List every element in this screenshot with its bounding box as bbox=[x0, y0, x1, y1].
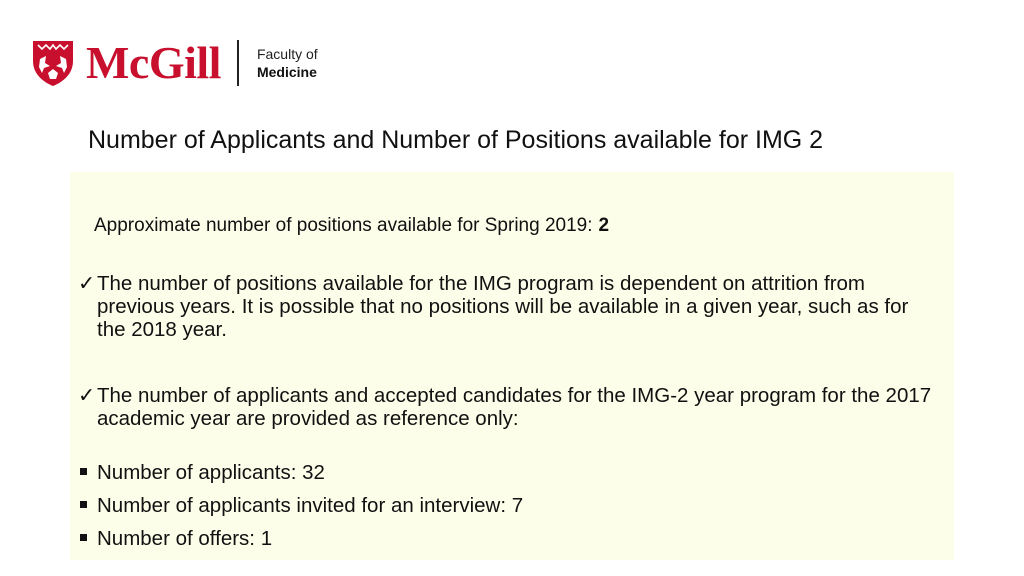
faculty-name bbox=[257, 45, 318, 81]
list-item bbox=[78, 461, 523, 494]
list-item-text: Number of applicants: 32 bbox=[97, 461, 325, 484]
square-bullet-icon bbox=[80, 468, 87, 475]
slide-title: Number of Applicants and Number of Positions available for IMG 2 bbox=[88, 126, 824, 154]
check-item-attrition bbox=[78, 272, 938, 341]
approx-positions-value: 2 bbox=[598, 215, 610, 236]
square-bullet-icon bbox=[80, 534, 87, 541]
logo-divider bbox=[237, 40, 239, 86]
approx-positions bbox=[94, 215, 609, 237]
checkmark-icon: ✓ bbox=[78, 384, 96, 407]
list-item-text: Number of offers: 1 bbox=[97, 527, 273, 550]
check-item-text: The number of applicants and accepted candidates for the IMG-2 year program for the 2017 academic year are provided as reference only: bbox=[97, 384, 932, 430]
mcgill-crest-icon bbox=[30, 39, 76, 87]
checkmark-icon: ✓ bbox=[78, 272, 96, 295]
faculty-line-1: Faculty of bbox=[256, 46, 318, 62]
list-item bbox=[78, 494, 523, 527]
mcgill-logo bbox=[30, 38, 318, 88]
square-bullet-icon bbox=[80, 501, 87, 508]
approx-positions-label: Approximate number of positions available for Spring 2019: bbox=[94, 215, 593, 236]
check-item-text: The number of positions available for the IMG program is dependent on attrition from previous years. It is possible that no positions will be available in a given year, such as for the 2018 year. bbox=[97, 272, 909, 341]
list-item bbox=[78, 527, 523, 560]
statistics-list bbox=[78, 461, 523, 560]
mcgill-wordmark: McGill bbox=[86, 37, 221, 88]
faculty-line-2: Medicine bbox=[256, 64, 317, 80]
check-item-reference bbox=[78, 384, 938, 430]
list-item-text: Number of applicants invited for an interview: 7 bbox=[97, 494, 524, 517]
